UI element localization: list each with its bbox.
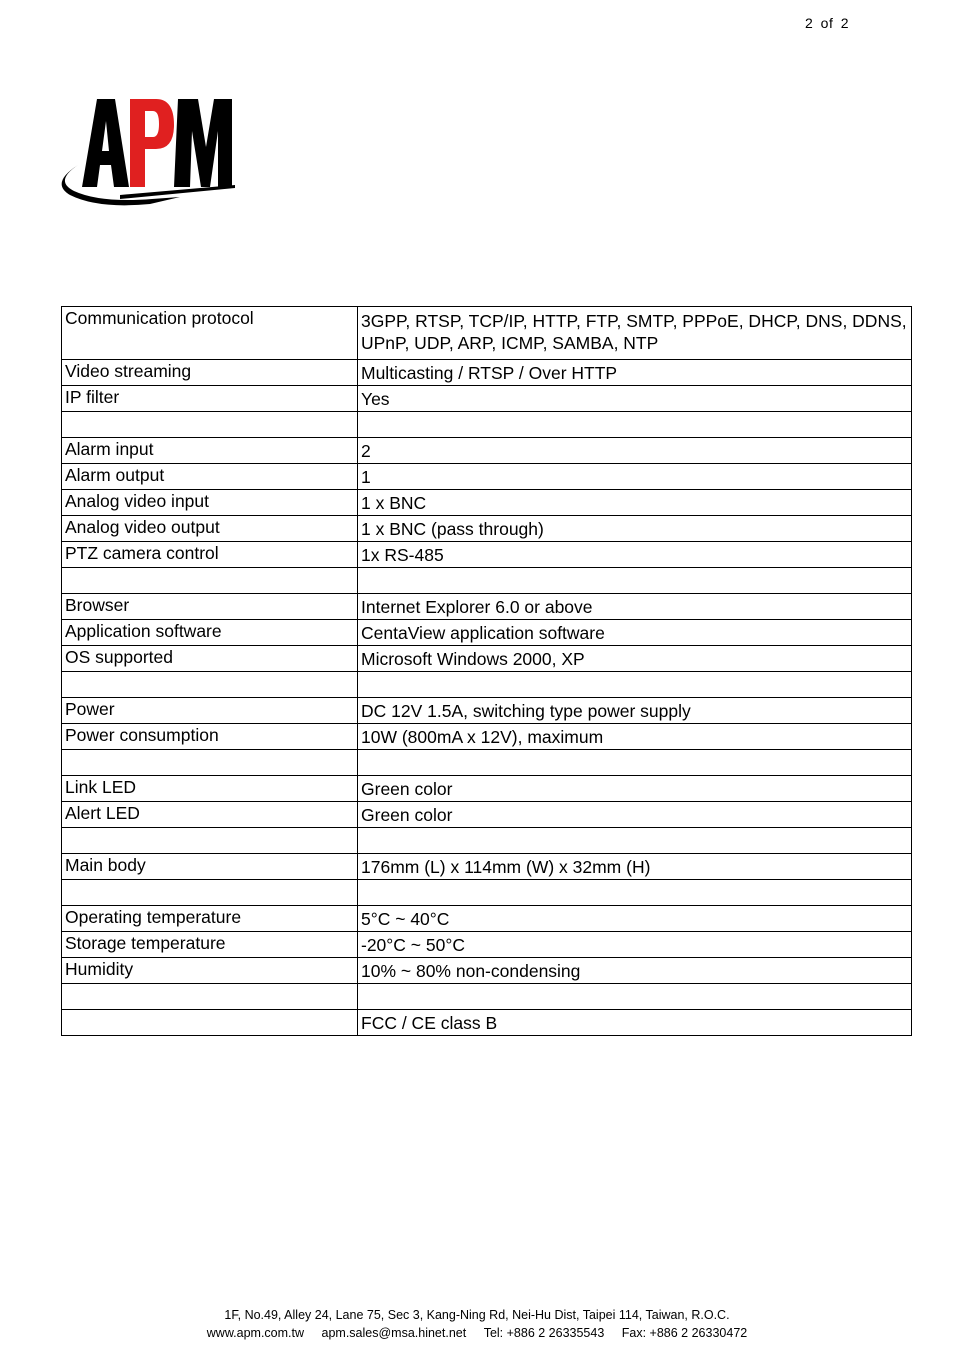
spec-label: Analog video input (62, 490, 358, 516)
table-row (62, 984, 912, 1010)
spec-label: Video streaming (62, 360, 358, 386)
spec-label (62, 1010, 358, 1036)
spec-value (358, 828, 912, 854)
table-row (62, 594, 912, 620)
table-row (62, 776, 912, 802)
spec-value (358, 568, 912, 594)
table-row (62, 542, 912, 568)
table-row (62, 360, 912, 386)
spec-label: Alarm input (62, 438, 358, 464)
table-row (62, 464, 912, 490)
spec-label: Power (62, 698, 358, 724)
table-row (62, 750, 912, 776)
spec-value: 5°C ~ 40°C (358, 906, 912, 932)
footer (0, 1306, 954, 1342)
spec-value: Yes (358, 386, 912, 412)
spec-label (62, 828, 358, 854)
spec-value: Green color (358, 802, 912, 828)
spec-value: 1 x BNC (358, 490, 912, 516)
spec-label (62, 672, 358, 698)
spec-label: Communication protocol (62, 307, 358, 360)
spec-label: Humidity (62, 958, 358, 984)
spec-label: IP filter (62, 386, 358, 412)
table-row (62, 646, 912, 672)
spec-label: Alert LED (62, 802, 358, 828)
spec-value: 1x RS-485 (358, 542, 912, 568)
spec-value: 1 (358, 464, 912, 490)
spec-value: Multicasting / RTSP / Over HTTP (358, 360, 912, 386)
spec-value (358, 672, 912, 698)
apm-logo (60, 95, 235, 210)
logo-letter-p (130, 99, 174, 187)
table-row (62, 724, 912, 750)
table-row (62, 1010, 912, 1036)
table-row (62, 698, 912, 724)
table-row (62, 516, 912, 542)
table-row (62, 568, 912, 594)
spec-value: -20°C ~ 50°C (358, 932, 912, 958)
footer-fax: Fax: +886 2 26330472 (621, 1326, 748, 1340)
footer-address: 1F, No.49, Alley 24, Lane 75, Sec 3, Kang-Ning Rd, Nei-Hu Dist, Taipei 114, Taiwan, R.O.C. (224, 1308, 730, 1322)
spec-value: DC 12V 1.5A, switching type power supply (358, 698, 912, 724)
spec-value (358, 750, 912, 776)
spec-label: Link LED (62, 776, 358, 802)
spec-value: 1 x BNC (pass through) (358, 516, 912, 542)
table-row (62, 828, 912, 854)
spec-label: Operating temperature (62, 906, 358, 932)
spec-label: Power consumption (62, 724, 358, 750)
spec-value: 10W (800mA x 12V), maximum (358, 724, 912, 750)
spec-label: PTZ camera control (62, 542, 358, 568)
table-row (62, 802, 912, 828)
footer-tel: Tel: +886 2 26335543 (483, 1326, 605, 1340)
spec-label: Application software (62, 620, 358, 646)
spec-value (358, 984, 912, 1010)
spec-value (358, 880, 912, 906)
spec-label (62, 412, 358, 438)
table-row (62, 307, 912, 360)
spec-value (358, 412, 912, 438)
footer-contact (0, 1324, 954, 1342)
table-row (62, 880, 912, 906)
table-row (62, 620, 912, 646)
spec-label (62, 568, 358, 594)
spec-label (62, 880, 358, 906)
spec-label: Browser (62, 594, 358, 620)
table-row (62, 438, 912, 464)
spec-value: 10% ~ 80% non-condensing (358, 958, 912, 984)
spec-value: Internet Explorer 6.0 or above (358, 594, 912, 620)
footer-email: apm.sales@msa.hinet.net (321, 1326, 467, 1340)
footer-website: www.apm.com.tw (206, 1326, 305, 1340)
table-row (62, 958, 912, 984)
spec-label: Main body (62, 854, 358, 880)
logo-letter-m (174, 99, 232, 187)
spec-label (62, 984, 358, 1010)
spec-value: Microsoft Windows 2000, XP (358, 646, 912, 672)
spec-value: 176mm (L) x 114mm (W) x 32mm (H) (358, 854, 912, 880)
table-row (62, 490, 912, 516)
table-row (62, 854, 912, 880)
table-row (62, 386, 912, 412)
spec-value: 3GPP, RTSP, TCP/IP, HTTP, FTP, SMTP, PPPoE, DHCP, DNS, DDNS, UPnP, UDP, ARP, ICMP, SAMBA, NTP (358, 307, 912, 360)
logo-letter-a (82, 99, 129, 187)
spec-label: Analog video output (62, 516, 358, 542)
spec-label (62, 750, 358, 776)
spec-value: 2 (358, 438, 912, 464)
table-row (62, 672, 912, 698)
specifications-table (61, 306, 912, 1036)
spec-label: OS supported (62, 646, 358, 672)
spec-value: Green color (358, 776, 912, 802)
spec-value: CentaView application software (358, 620, 912, 646)
spec-label: Storage temperature (62, 932, 358, 958)
spec-value: FCC / CE class B (358, 1010, 912, 1036)
page-indicator: 2 of 2 (805, 15, 850, 31)
table-row (62, 412, 912, 438)
table-row (62, 932, 912, 958)
spec-label: Alarm output (62, 464, 358, 490)
table-row (62, 906, 912, 932)
